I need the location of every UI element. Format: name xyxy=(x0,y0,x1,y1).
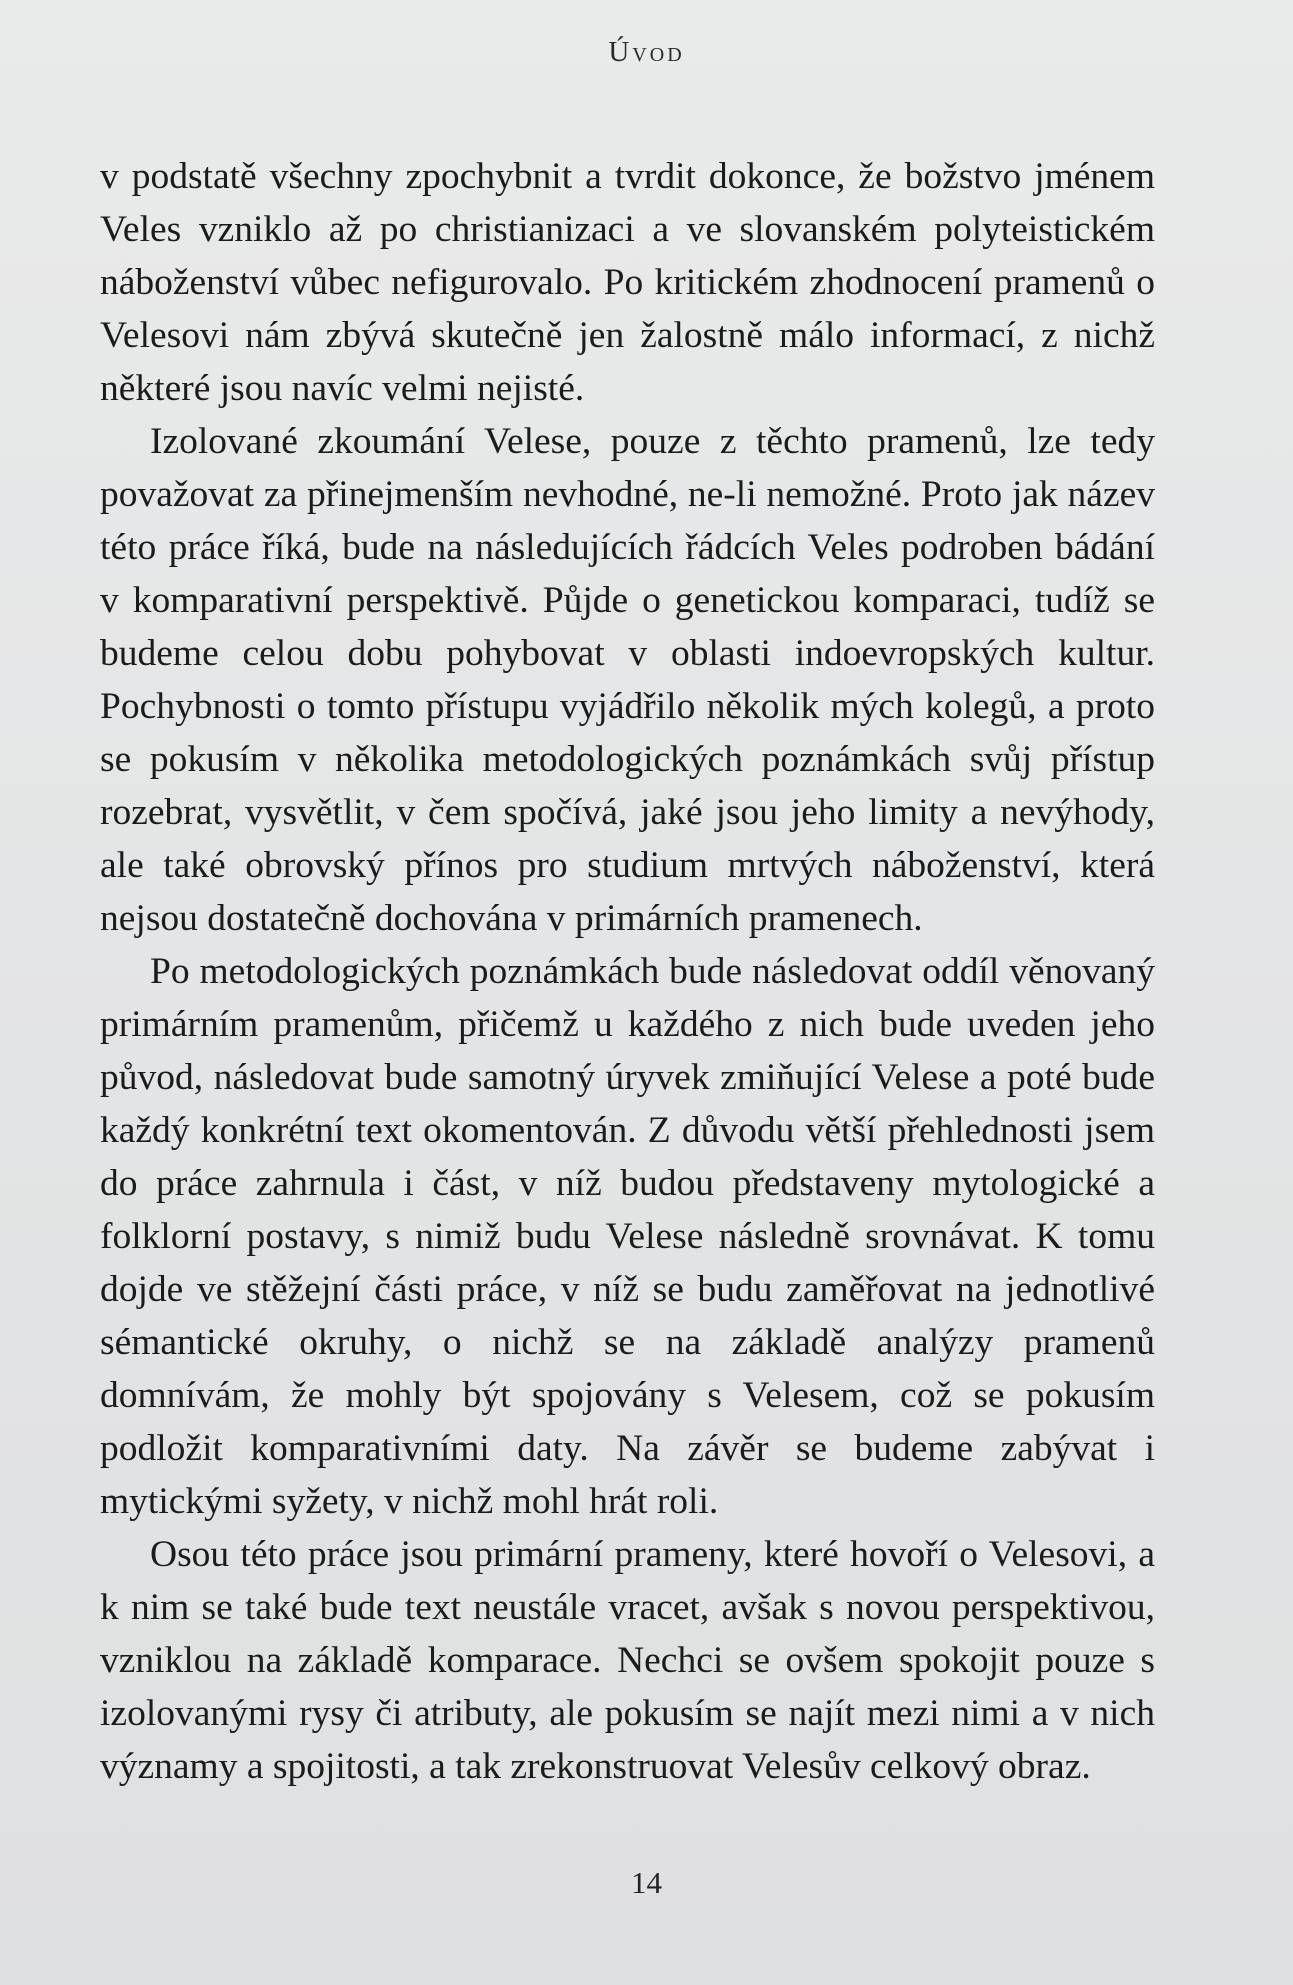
paragraph-4: Osou této práce jsou primární prameny, které hovoří o Velesovi, a k nim se také bude text neustále vracet, avšak s novou perspektivou, vzniklou na základě komparace. Nechci se ovšem spokojit pouze s izolovanými rysy či atributy, ale pokusím se najít mezi nimi a v nich významy a spojitosti, a tak zrekonstruovat Velesův celkový obraz. xyxy=(100,1534,1155,1787)
running-head: Úvod xyxy=(608,36,685,68)
paragraph-1: v podstatě všechny zpochybnit a tvrdit dokonce, že božstvo jménem Veles vzniklo až po christianizaci a ve slovanském polyteistickém náboženství vůbec nefigurovalo. Po kritickém zhodnocení pramenů o Velesovi nám zbývá skutečně jen žalostně málo informací, z nichž některé jsou navíc velmi nejisté. xyxy=(100,156,1155,409)
paragraph-2: Izolované zkoumání Velese, pouze z těchto pramenů, lze tedy považovat za přinejmenším nevhodné, ne-li nemožné. Proto jak název této práce říká, bude na následujících řádcích Veles podroben bádání v komparativní perspektivě. Půjde o genetickou komparaci, tudíž se budeme celou dobu pohybovat v oblasti indoevropských kultur. Pochybnosti o tomto přístupu vyjádřilo několik mých kolegů, a proto se pokusím v několika metodologických poznámkách svůj přístup rozebrat, vysvětlit, v čem spočívá, jaké jsou jeho limity a nevýhody, ale také obrovský přínos pro studium mrtvých náboženství, která nejsou dostatečně dochována v primárních pramenech. xyxy=(100,421,1155,939)
paragraph-3: Po metodologických poznámkách bude následovat oddíl věnovaný primárním pramenům, přičemž u každého z nich bude uveden jeho původ, následovat bude samotný úryvek zmiňující Velese a poté bude každý konkrétní text okomentován. Z důvodu větší přehlednosti jsem do práce zahrnula i část, v níž budou představeny mytologické a folklorní postavy, s nimiž budu Velese následně srovnávat. K tomu dojde ve stěžejní části práce, v níž se budu zaměřovat na jednotlivé sémantické okruhy, o nichž se na základě analýzy pramenů domnívám, že mohly být spojovány s Velesem, což se pokusím podložit komparativními daty. Na závěr se budeme zabývat i mytickými syžety, v nichž mohl hrát roli. xyxy=(100,951,1155,1522)
page-number: 14 xyxy=(631,1865,662,1900)
body-text xyxy=(100,150,1155,1793)
